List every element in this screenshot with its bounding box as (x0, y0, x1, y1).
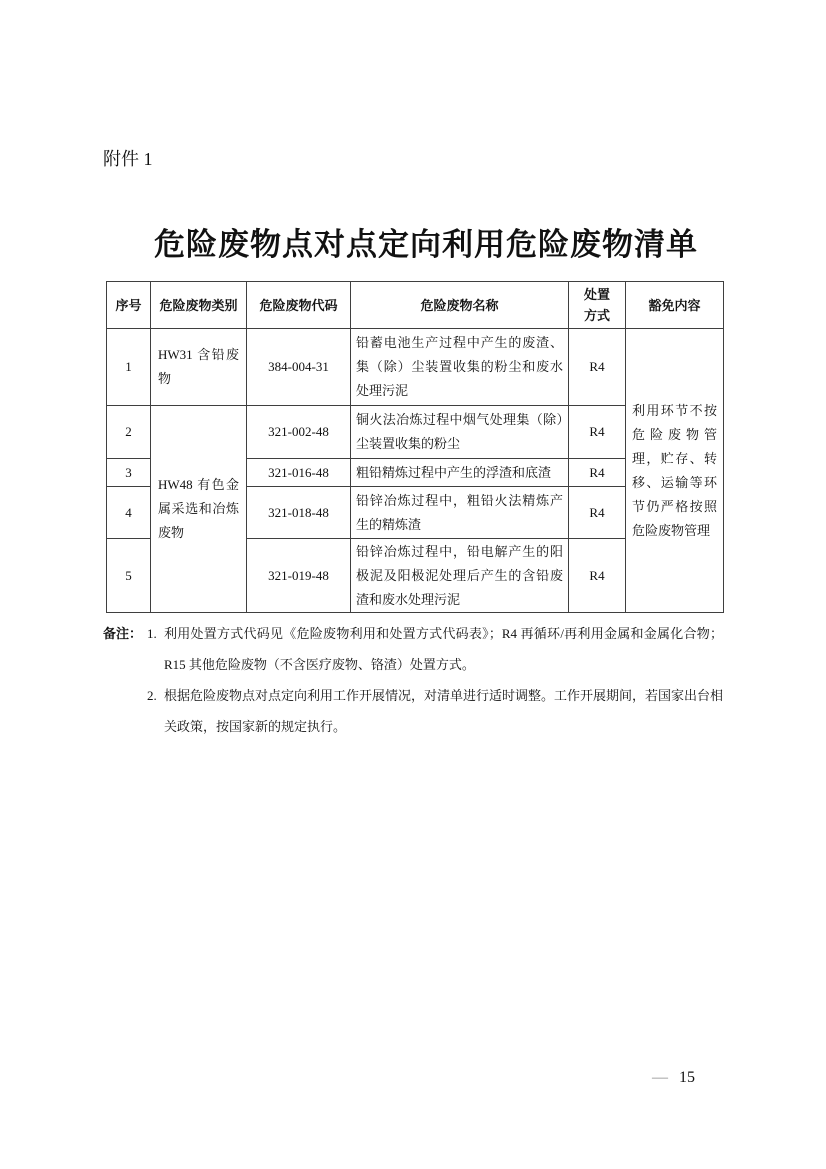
row4-disposal: R4 (569, 487, 626, 539)
page-number-dash: — (652, 1069, 668, 1086)
attachment-label: 附件 1 (103, 149, 153, 169)
header-category: 危险废物类别 (151, 282, 247, 329)
note-item-1 (147, 618, 723, 680)
row1-no: 1 (107, 329, 151, 406)
page-number-value: 15 (679, 1069, 695, 1086)
row5-code: 321-019-48 (247, 539, 351, 613)
row1-category: HW31 含铅废物 (151, 329, 247, 406)
header-exemption: 豁免内容 (626, 282, 724, 329)
row3-disposal: R4 (569, 459, 626, 487)
row5-no: 5 (107, 539, 151, 613)
header-name: 危险废物名称 (351, 282, 569, 329)
page-number (636, 1045, 695, 1111)
header-disposal: 处置方式 (569, 282, 626, 329)
row1-code: 384-004-31 (247, 329, 351, 406)
note-2-marker: 2. (147, 688, 157, 703)
note-item-2 (147, 680, 723, 742)
table-header-row (107, 282, 724, 329)
header-no: 序号 (107, 282, 151, 329)
row5-name: 铅锌冶炼过程中，铅电解产生的阳极泥及阳极泥处理后产生的含铅废渣和废水处理污泥 (351, 539, 569, 613)
hazardous-waste-table (106, 281, 724, 613)
header-code: 危险废物代码 (247, 282, 351, 329)
page-title: 危险废物点对点定向利用危险废物清单 (154, 227, 698, 262)
row2-no: 2 (107, 406, 151, 459)
row3-no: 3 (107, 459, 151, 487)
row2-name: 铜火法冶炼过程中烟气处理集（除）尘装置收集的粉尘 (351, 406, 569, 459)
note-1-marker: 1. (147, 626, 157, 641)
row3-name: 粗铅精炼过程中产生的浮渣和底渣 (351, 459, 569, 487)
exemption-cell: 利用环节不按危险废物管理，贮存、转移、运输等环节仍严格按照危险废物管理 (626, 329, 724, 613)
notes-label: 备注： (103, 626, 143, 641)
table-row (107, 329, 724, 406)
row1-name: 铅蓄电池生产过程中产生的废渣、集（除）尘装置收集的粉尘和废水处理污泥 (351, 329, 569, 406)
row1-disposal: R4 (569, 329, 626, 406)
row4-name: 铅锌冶炼过程中，粗铅火法精炼产生的精炼渣 (351, 487, 569, 539)
row4-code: 321-018-48 (247, 487, 351, 539)
note-2-text: 根据危险废物点对点定向利用工作开展情况，对清单进行适时调整。工作开展期间，若国家出台相关政策，按国家新的规定执行。 (164, 688, 724, 734)
row2-disposal: R4 (569, 406, 626, 459)
row5-disposal: R4 (569, 539, 626, 613)
note-1-text: 利用处置方式代码见《危险废物利用和处置方式代码表》；R4 再循环/再利用金属和金属化合物；R15 其他危险废物（不含医疗废物、铬渣）处置方式。 (164, 626, 723, 672)
row3-code: 321-016-48 (247, 459, 351, 487)
rows2-5-category: HW48 有色金属采选和冶炼废物 (151, 406, 247, 613)
row4-no: 4 (107, 487, 151, 539)
row2-code: 321-002-48 (247, 406, 351, 459)
notes-block (103, 618, 723, 742)
